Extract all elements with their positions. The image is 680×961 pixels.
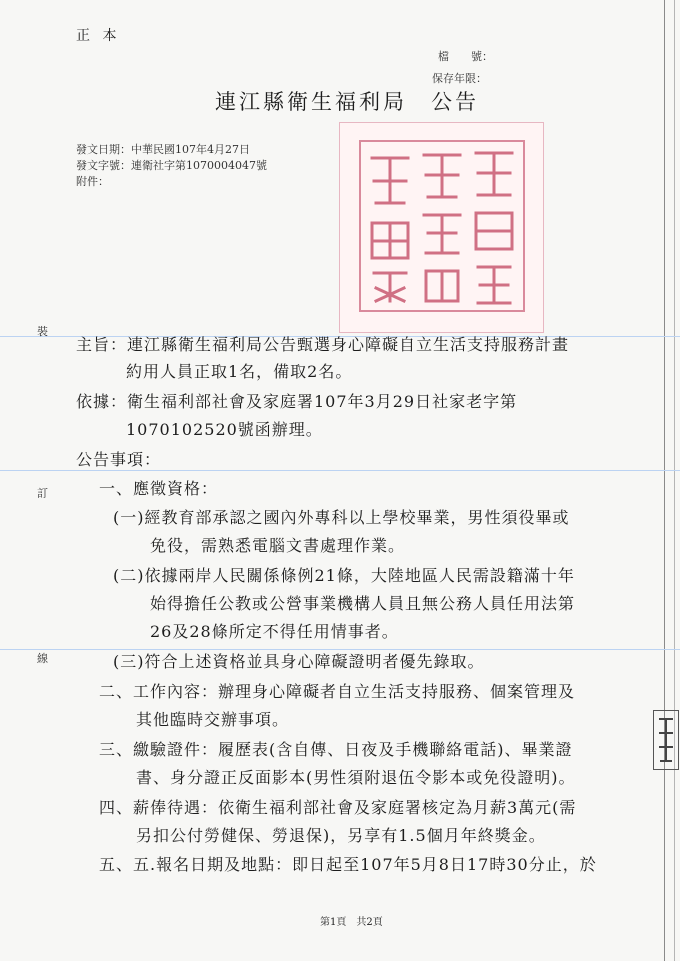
retention-period-label: 保存年限： [432, 72, 487, 85]
file-number-label: 檔 號： [438, 50, 493, 63]
basis-line: 1070102520號函辦理。 [126, 420, 323, 439]
document-number: 發文字號：連衛社字第1070004047號 [76, 159, 267, 172]
item-line: 書、身分證正反面影本(男性須附退伍令影本或免役證明)。 [136, 768, 576, 787]
official-seal [339, 122, 544, 333]
subject-line: 主旨：連江縣衛生福利局公告甄選身心障礙自立生活支持服務計畫 [76, 335, 570, 354]
item-line: 其他臨時交辦事項。 [136, 710, 290, 729]
item-line: 三、繳驗證件：履歷表(含自傳、日夜及手機聯絡電話)、畢業證 [99, 740, 573, 759]
sub-item-line: (三)符合上述資格並具身心障礙證明者優先錄取。 [113, 652, 485, 671]
side-stamp-icon [654, 711, 678, 769]
page-edge-line [664, 0, 665, 961]
basis-line: 依據：衛生福利部社會及家庭署107年3月29日社家老字第 [76, 392, 518, 411]
sub-item-line: (二)依據兩岸人民關係條例21條，大陸地區人民需設籍滿十年 [113, 566, 575, 585]
item-heading: 一、應徵資格： [99, 479, 219, 498]
sub-item-line: (一)經教育部承認之國內外專科以上學校畢業，男性須役畢或 [113, 508, 570, 527]
page-number: 第1頁 共2頁 [320, 917, 383, 928]
binding-mark: 線 [37, 652, 48, 665]
side-stamp-mark [653, 710, 679, 770]
sub-item-line: 始得擔任公教或公營事業機構人員且無公務人員任用法第 [150, 594, 576, 613]
page-edge-line-outer [674, 0, 675, 961]
binding-mark: 訂 [37, 487, 48, 500]
scan-rule-line [0, 470, 680, 471]
item-line: 二、工作內容：辦理身心障礙者自立生活支持服務、個案管理及 [99, 682, 576, 701]
binding-mark: 裝 [37, 325, 48, 338]
issue-date: 發文日期：中華民國107年4月27日 [76, 143, 250, 156]
item-line: 另扣公付勞健保、勞退保)，另享有1.5個月年終獎金。 [136, 826, 546, 845]
seal-icon [340, 123, 543, 332]
item-line: 四、薪俸待遇：依衛生福利部社會及家庭署核定為月薪3萬元(需 [99, 798, 577, 817]
item-line: 五、五.報名日期及地點：即日起至107年5月8日17時30分止，於 [99, 855, 597, 874]
sub-item-line: 26及28條所定不得任用情事者。 [150, 622, 399, 641]
document-title: 連江縣衛生福利局 公告 [215, 90, 479, 114]
attachment-label: 附件： [76, 175, 109, 188]
notice-heading: 公告事項： [76, 450, 162, 469]
subject-line: 約用人員正取1名，備取2名。 [126, 362, 353, 381]
copy-type-label: 正 本 [76, 28, 121, 44]
sub-item-line: 免役，需熟悉電腦文書處理作業。 [150, 536, 406, 555]
